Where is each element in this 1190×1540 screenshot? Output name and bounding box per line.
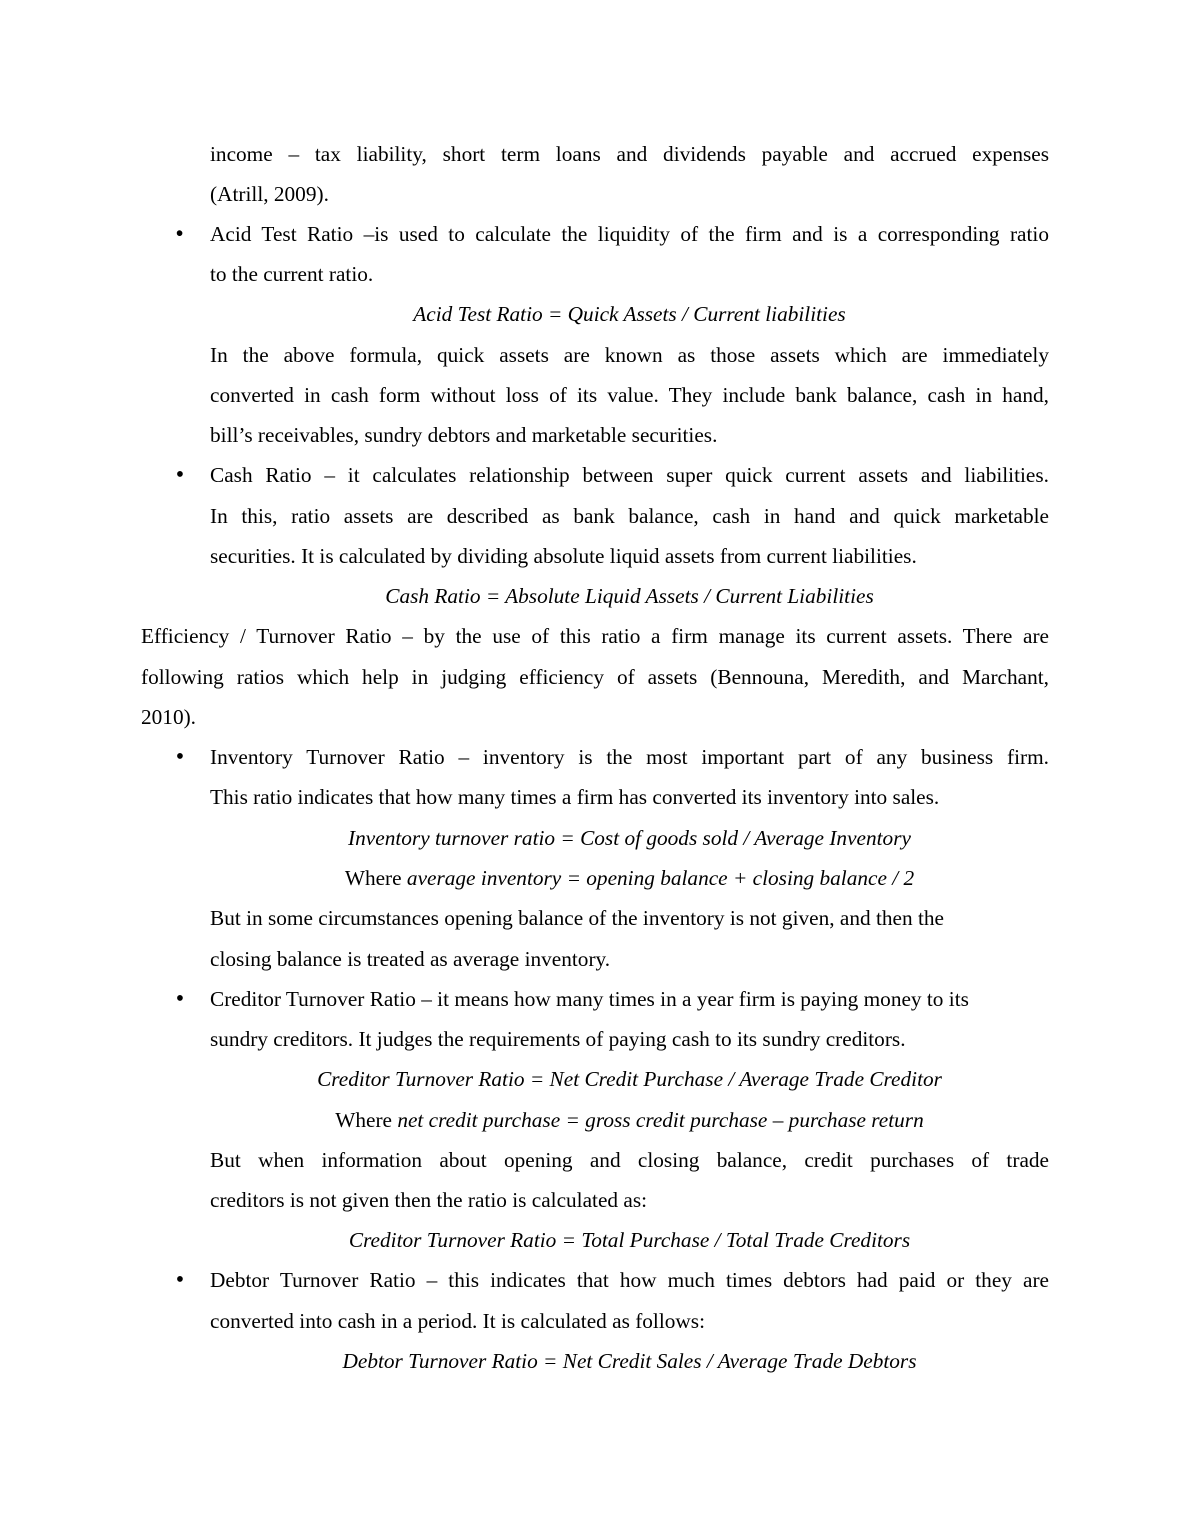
bullet-debtor: • [175,1267,185,1293]
creditor-note-line-2: creditors is not given then the ratio is calculated as: [210,1188,648,1212]
inventory-formula: Inventory turnover ratio = Cost of goods sold / Average Inventory [348,826,911,850]
inventory-where-prefix: Where [344,866,407,890]
inventory-note-line-2: closing balance is treated as average inventory. [210,947,611,971]
creditor-formula: Creditor Turnover Ratio = Net Credit Purchase / Average Trade Creditor [317,1067,942,1091]
acid-test-text-line-2: to the current ratio. [210,262,374,286]
inventory-text-line-1: Inventory Turnover Ratio – inventory is the most important part of any business firm. [210,745,1049,769]
debtor-text-line-1: Debtor Turnover Ratio – this indicates that how much times debtors had paid or they are [210,1268,1049,1292]
inventory-text-line-2: This ratio indicates that how many times a firm has converted its inventory into sales. [210,785,940,809]
debtor-formula: Debtor Turnover Ratio = Net Credit Sales / Average Trade Debtors [342,1349,917,1373]
bullet-inventory: • [175,744,185,770]
current-ratio-text-line-1: income – tax liability, short term loans and dividends payable and accrued expenses [210,142,1049,166]
creditor-alt-formula: Creditor Turnover Ratio = Total Purchase / Total Trade Creditors [348,1228,911,1252]
acid-test-explanation-line-1: In the above formula, quick assets are known as those assets which are immediately [210,343,1049,367]
creditor-note-line-1: But when information about opening and closing balance, credit purchases of trade [210,1148,1049,1172]
bullet-creditor: • [175,986,185,1012]
acid-test-explanation-line-3: bill’s receivables, sundry debtors and marketable securities. [210,423,718,447]
efficiency-intro-line-1: Efficiency / Turnover Ratio – by the use of this ratio a firm manage its current assets. There are [141,624,1049,648]
creditor-where-prefix: Where [335,1108,398,1132]
inventory-where-formula: average inventory = opening balance + closing balance / 2 [406,866,915,890]
debtor-text-line-2: converted into cash in a period. It is calculated as follows: [210,1309,705,1333]
inventory-note-line-1: But in some circumstances opening balance of the inventory is not given, and then the [210,906,944,930]
bullet-cash-ratio: • [175,462,185,488]
cash-ratio-text-line-2: In this, ratio assets are described as bank balance, cash in hand and quick marketable [210,504,1049,528]
acid-test-formula: Acid Test Ratio = Quick Assets / Current liabilities [413,302,846,326]
bullet-acid-test: • [170,220,190,248]
creditor-where-line [210,1100,1049,1140]
efficiency-intro-line-3: 2010). [141,705,197,729]
inventory-where-line [210,858,1049,898]
creditor-text-line-2: sundry creditors. It judges the requirements of paying cash to its sundry creditors. [210,1027,906,1051]
current-ratio-text-line-2: (Atrill, 2009). [210,182,329,206]
cash-ratio-formula: Cash Ratio = Absolute Liquid Assets / Current Liabilities [385,584,874,608]
creditor-where-formula: net credit purchase = gross credit purchase – purchase return [397,1108,924,1132]
creditor-text-line-1: Creditor Turnover Ratio – it means how many times in a year firm is paying money to its [210,987,969,1011]
acid-test-explanation-line-2: converted in cash form without loss of its value. They include bank balance, cash in hand, [210,383,1049,407]
efficiency-intro-line-2: following ratios which help in judging efficiency of assets (Bennouna, Meredith, and Marchant, [141,665,1049,689]
acid-test-text-line-1: Acid Test Ratio –is used to calculate the liquidity of the firm and is a corresponding ratio [210,222,1049,246]
cash-ratio-text-line-3: securities. It is calculated by dividing absolute liquid assets from current liabilities. [210,544,917,568]
cash-ratio-text-line-1: Cash Ratio – it calculates relationship between super quick current assets and liabilities. [210,463,1049,487]
